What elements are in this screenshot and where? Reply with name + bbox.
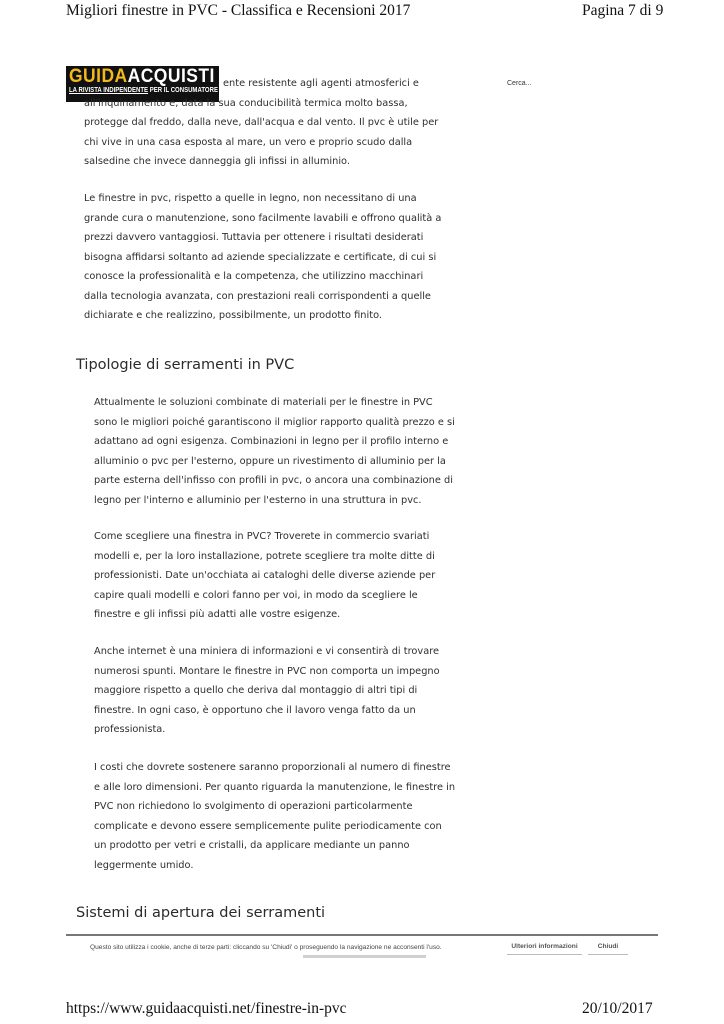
article-paragraph-3 [94, 393, 455, 510]
paragraph-line: maggiore rispetto a quello che deriva dal montaggio di altri tipi di [94, 685, 418, 696]
section-heading-sistemi: Sistemi di apertura dei serramenti [76, 905, 326, 921]
paragraph-line: ente resistente agli agenti atmosferici e [223, 78, 419, 89]
paragraph-line: I costi che dovrete sostenere saranno proporzionali al numero di finestre [94, 762, 451, 773]
paragraph-line: legno per l'interno e alluminio per l'esterno in una struttura in pvc. [94, 494, 422, 506]
paragraph-line: modelli e, per la loro installazione, potrete scegliere tra molte ditte di [94, 550, 435, 562]
paragraph-line: finestre. In ogni caso, è opportuno che il lavoro venga fatto da un [94, 704, 416, 716]
cookie-close-button[interactable]: Chiudi [588, 938, 628, 955]
article-paragraph-2 [84, 189, 441, 326]
paragraph-line: sono le migliori poiché garantiscono il miglior rapporto qualità prezzo e si [94, 416, 455, 428]
paragraph-line: Anche internet è una miniera di informazioni e vi consentirà di trovare [94, 646, 440, 657]
paragraph-line: chi vive in una casa esposta al mare, un vero e proprio scudo dalla [84, 136, 413, 148]
paragraph-line: protegge dal freddo, dalla neve, dall'acqua e dal vento. Il pvc è utile per [84, 117, 439, 128]
paragraph-line: capire quali modelli e colori fanno per voi, in modo da scegliere le [94, 589, 418, 601]
logo-guida-text: GUIDA [69, 66, 128, 87]
paragraph-line: Le finestre in pvc, rispetto a quelle in legno, non necessitano di una [84, 193, 417, 204]
article-paragraph-1 [84, 74, 438, 172]
cookie-banner-divider [303, 955, 426, 958]
print-header-page: Pagina 7 di 9 [582, 2, 664, 19]
cookie-banner-text: Questo sito utilizza i cookie, anche di terze parti: cliccando su 'Chiudi' o proseguendo la navigazione ne acconsenti l'uso. [90, 944, 442, 951]
search-input[interactable]: Cerca... [507, 80, 532, 87]
section-heading-tipologie: Tipologie di serramenti in PVC [76, 357, 295, 373]
paragraph-line: Attualmente le soluzioni combinate di materiali per le finestre in PVC [94, 397, 433, 408]
paragraph-line: professionisti. Date un'occhiata ai cataloghi delle diverse aziende per [94, 570, 436, 581]
article-paragraph-5 [94, 642, 440, 740]
cookie-more-info-button[interactable]: Ulteriori informazioni [507, 938, 582, 955]
paragraph-line: alluminio o pvc per l'esterno, oppure un rivestimento di alluminio per la [94, 455, 446, 467]
paragraph-line: Come scegliere una finestra in PVC? Troverete in commercio svariati [94, 531, 430, 542]
logo-tagline-rest: PER IL CONSUMATORE INFORMATO [148, 87, 256, 94]
paragraph-line: complicate e devono essere semplicemente pulite periodicamente con [94, 820, 442, 832]
paragraph-line: prezzi davvero vantaggiosi. Tuttavia per ottenere i risultati desiderati [84, 232, 424, 243]
paragraph-line: e alle loro dimensioni. Per quanto riguarda la manutenzione, le finestre in [94, 781, 456, 793]
paragraph-line: dichiarate e che realizzino, possibilmente, un prodotto finito. [84, 310, 383, 321]
paragraph-line: PVC non richiedono lo svolgimento di operazioni particolarmente [94, 801, 413, 812]
paragraph-line: grande cura o manutenzione, sono facilmente lavabili e offrono qualità a [84, 212, 442, 224]
logo-tagline-highlight: LA RIVISTA INDIPENDENTE [69, 87, 149, 94]
paragraph-line: numerosi spunti. Montare le finestre in PVC non comporta un impegno [94, 665, 440, 677]
article-paragraph-4 [94, 527, 435, 625]
paragraph-line: finestre e gli infissi più adatti alle vostre esigenze. [94, 609, 341, 620]
print-footer-date: 20/10/2017 [582, 1000, 653, 1017]
print-footer-url: https://www.guidaacquisti.net/finestre-in-pvc [66, 1000, 347, 1017]
paragraph-line: salsedine che invece danneggia gli infissi in alluminio. [84, 156, 350, 167]
logo-acquisti-text: ACQUISTI [127, 66, 215, 87]
paragraph-line: bisogna affidarsi soltanto ad aziende specializzate e certificate, di cui si [84, 251, 437, 263]
paragraph-line: professionista. [94, 724, 166, 735]
paragraph-line: dalla tecnologia avanzata, con prestazioni reali corrispondenti a quelle [84, 290, 431, 302]
paragraph-line: leggermente umido. [94, 859, 194, 871]
print-header-title: Migliori finestre in PVC - Classifica e Recensioni 2017 [66, 2, 411, 19]
article-paragraph-6 [94, 758, 455, 875]
paragraph-line: conosce la professionalità e la competenza, che utilizzino macchinari [84, 271, 424, 282]
paragraph-line: adattano ad ogni esigenza. Combinazioni in legno per il profilo interno e [94, 436, 449, 447]
paragraph-line: un prodotto per vetri e cristalli, da applicare mediante un panno [94, 840, 410, 851]
paragraph-line: all'inquinamento e, data la sua conducibilità termica molto bassa, [84, 97, 408, 109]
paragraph-line: parte esterna dell'infisso con profili in pvc, o ancora una combinazione di [94, 475, 453, 486]
